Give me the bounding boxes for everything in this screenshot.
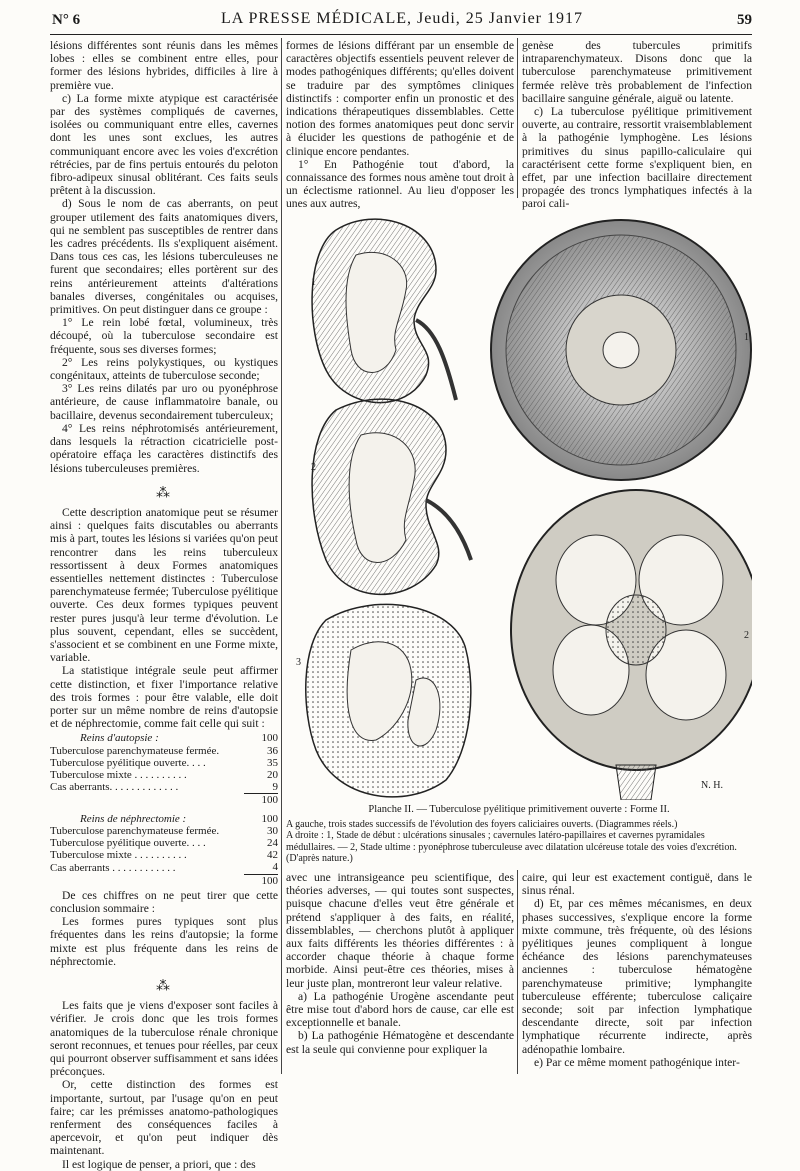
table-value: 35: [267, 756, 278, 769]
kidney-large-1: [491, 220, 751, 480]
paragraph: Les formes pures typiques sont plus fréquentes dans les reins d'autopsie; la forme mixte est plus fréquente dans les reins de néphrectomie.: [50, 915, 278, 968]
issue-number: N° 6: [52, 12, 81, 28]
paragraph: a) La pathogénie Urogène ascendante peut être mise tout d'abord hors de cause, car elle est exceptionnelle et banale.: [286, 989, 514, 1030]
paragraph: caire, qui leur est exactement contiguë, dans le sinus rénal.: [522, 871, 752, 898]
plate-caption: [286, 804, 752, 865]
column-3-bottom: [522, 871, 752, 1069]
nephrectomy-table: [50, 813, 278, 887]
table-value: 20: [267, 768, 278, 781]
table-value: 100: [261, 812, 278, 825]
table-label: Tuberculose mixte . . . . . . . . . .: [50, 768, 187, 781]
list-item: 3° Les reins dilatés par uro ou pyonéphrose antérieure, de cause inflammatoire banale, ou bacillaire, devenus secondairement tuberculeux;: [50, 382, 278, 422]
table-label: Cas aberrants. . . . . . . . . . . . .: [50, 781, 179, 794]
header-rule: [50, 34, 752, 35]
paragraph: d) Et, par ces mêmes mécanismes, en deux phases successives, s'explique encore la forme mixte commune, très fréquente, où des lésions pyélitiques jeunes compliquent à longue échéance des lésions parenchymateuses anciennes : tuberculose hématogène parenchymateuse primitive; lymphangite tuberculeuse efférente; tuberculose caliçaire seconde; soit par infection lymphatique descendante directe, soit par infection lymphatique récurrente indirecte, après adénopathie lombaire.: [522, 897, 752, 1056]
column-divider-2-top: [517, 38, 518, 198]
column-divider-2-bottom: [517, 870, 518, 1074]
paragraph: c) La forme mixte atypique est caractérisée par des systèmes compliqués de cavernes, isolées ou communiquant entre elles, cavernes dont les unes sont exclues, les autres communiquant encore avec les voies d'excrétion rétrécies, par de fins pertuis entourés du peloton fibro-adipeux sinusal oblitérant. Ces faits seuls prêtent à la discussion.: [50, 91, 278, 198]
table-title: Reins d'autopsie :: [80, 732, 159, 745]
section-separator: ⁂: [156, 979, 172, 995]
list-item: 1° Le rein lobé fœtal, volumineux, très découpé, où la tuberculose secondaire est fréquente, sous ses diverses formes;: [50, 316, 278, 356]
plate-label: 2: [744, 630, 749, 641]
paragraph: Or, cette distinction des formes est importante, surtout, par l'usage qu'on en peut faire; car les prémisses anatomo-pathologiques renferment des conséquences faciles à apercevoir, et qu'on peut indiquer dès maintenant.: [50, 1078, 278, 1158]
plate-label: 2: [311, 462, 316, 473]
table-label: Tuberculose pyélitique ouverte. . . .: [50, 836, 206, 849]
paragraph: 1° En Pathogénie tout d'abord, la connaissance des formes nous amène tout droit à un éclectisme rationnel. Au lieu d'opposer les unes aux autres,: [286, 157, 514, 211]
table-label: Cas aberrants . . . . . . . . . . . .: [50, 861, 176, 874]
journal-title: LA PRESSE MÉDICALE, Jeudi, 25 Janvier 1917: [221, 10, 583, 27]
kidney-large-2: [511, 490, 752, 800]
table-value: 24: [267, 836, 278, 849]
autopsy-table: [50, 732, 278, 806]
paragraph: e) Par ce même moment pathogénique inter-: [534, 1055, 740, 1069]
table-label: Tuberculose parenchymateuse fermée.: [50, 744, 220, 757]
caption-title: Planche II. — Tuberculose pyélitique primitivement ouverte : Forme II.: [368, 804, 670, 815]
table-label: Tuberculose pyélitique ouverte. . . .: [50, 756, 206, 769]
column-divider-1: [281, 38, 282, 1074]
page-header: [52, 10, 752, 34]
column-1: [50, 39, 278, 1171]
table-total: 100: [244, 874, 278, 887]
plate-label: 1: [744, 332, 749, 343]
table-value: 4: [272, 861, 278, 874]
column-2-bottom: [286, 871, 514, 1056]
paragraph: avec une intransigeance peu scientifique, des théories adverses, — qui toutes sont suspectes, puisque chacune d'elles veut être générale et prétend s'appliquer à des faits, en réalité, dissemblables, — cherchons plutôt à appliquer aux faits différents les théories différentes : à accorder chaque théorie à chaque forme morbide. Ainsi peut-être ces théories, mises à leur juste plan, montreront leur valeur relative.: [286, 871, 514, 990]
paragraph: b) La pathogénie Hématogène et descendante est la seule qui convienne pour expliquer la: [286, 1029, 514, 1056]
plate-label: 3: [296, 657, 301, 668]
paragraph: genèse des tubercules primitifs intraparenchymateux. Disons donc que la tuberculose parenchymateuse primitivement fermée relève très probablement de l'infection bacillaire sanguine générale, aiguë ou latente.: [522, 39, 752, 105]
table-value: 42: [267, 849, 278, 862]
section-separator: ⁂: [156, 485, 172, 501]
table-title: Reins de néphrectomie :: [80, 812, 187, 825]
kidney-stage-1: [312, 219, 456, 403]
paragraph: La statistique intégrale seule peut affirmer cette distinction, et fixer l'importance relative des trois formes : pour être valable, elle doit porter sur un même nombre de reins d'autopsie et de néphrectomie, comme fait celle qui suit :: [50, 664, 278, 731]
paragraph: Il est logique de penser, a priori, que : des: [62, 1157, 256, 1171]
table-value: 36: [267, 744, 278, 757]
paragraph: Cette description anatomique peut se résumer ainsi : quelques faits discutables ou aberrants mis à part, toutes les lésions si variées qu'on peut rencontrer dans les reins tuberculeux ressortissent à deux Formes anatomiques essentielles nettement distinctes : Tuberculose parenchymateuse fermée; Tuberculose pyélitique ouverte. Ces deux formes typiques peuvent rester pures jusqu'à leur terme d'évolution. Le plus souvent, cependant, elles se succèdent, s'associent et se combinent en une Forme mixte, variable.: [50, 505, 278, 665]
kidney-stage-3: [306, 604, 471, 796]
table-value: 9: [272, 781, 278, 794]
table-value: 100: [261, 732, 278, 745]
column-3-top: [522, 39, 752, 211]
page-number: 59: [737, 12, 752, 28]
plate-signature: N. H.: [701, 780, 723, 791]
list-item: 4° Les reins néphrotomisés antérieurement, dans lesquels la rétraction cicatricielle post-opératoire effaça les caractères distinctifs des lésions tuberculeuses premières.: [50, 421, 278, 475]
paragraph: lésions différentes sont réunis dans les mêmes lobes : elles se combinent entre elles, pour former des lésions hybrides, difficiles à lire à première vue.: [50, 39, 278, 92]
table-label: Tuberculose parenchymateuse fermée.: [50, 824, 220, 837]
caption-text-2: A droite : 1, Stade de début : ulcérations sinusales ; cavernules latéro-papillaires et cavernes pyramidales médullaires. — 2, Stade ultime : pyonéphrose tuberculeuse avec dilatation ulcéreuse totale des voies d'excrétion. (D'après nature.): [286, 830, 737, 864]
paragraph: Les faits que je viens d'exposer sont faciles à vérifier. Je crois donc que les trois formes anatomiques de la tuberculose rénale chronique seront reconnues, et tenues pour réelles, par ceux qui pourront observer suffisamment et sans idées préconçues.: [50, 999, 278, 1079]
kidney-plate-illustration: [296, 210, 752, 800]
paragraph: d) Sous le nom de cas aberrants, on peut grouper utilement des faits anatomiques divers, qui ne semblent pas susceptibles de rentrer dans les cadres précédents. Ils s'expliquent aisément. Dans tous ces cas, les lésions tuberculeuses ne furent que secondaires; elles portèrent sur des reins antérieurement atteints d'altérations banales diverses, congénitales ou acquises, primitives. On peut distinguer dans ce groupe :: [50, 197, 278, 317]
column-2-top: [286, 39, 514, 211]
table-total: 100: [244, 794, 278, 807]
paragraph: formes de lésions différant par un ensemble de caractères objectifs essentiels peuvent relever de modes pathogéniques différents; qu'elles doivent se traduire par des symptômes cliniques distinctifs : comporter enfin un pronostic et des indications thérapeutiques dissemblables. Cette notion des formes anatomiques peut donc servir à élucider les questions de pathogénie et de clinique encore pendantes.: [286, 39, 514, 158]
paragraph: De ces chiffres on ne peut tirer que cette conclusion sommaire :: [50, 888, 278, 915]
plate-label: 1: [311, 277, 316, 288]
list-item: 2° Les reins polykystiques, ou kystiques congénitaux, atteints de tuberculose seconde;: [50, 355, 278, 383]
table-label: Tuberculose mixte . . . . . . . . . .: [50, 849, 187, 862]
kidney-stage-2: [312, 399, 471, 594]
paragraph: c) La tuberculose pyélitique primitivement ouverte, au contraire, ressortit vraisemblablement à la pathogénie lymphogène. Les lésions primitives du sinus papillo-caliculaire qui caractérisent cette forme s'expliquent bien, en effet, par une infection bacillaire directement propagée des troncs lymphatiques infectés à la paroi cali-: [522, 105, 752, 211]
table-value: 30: [267, 824, 278, 837]
caption-text: A gauche, trois stades successifs de l'évolution des foyers caliciaires ouverts. (Diagrammes réels.): [286, 818, 678, 830]
